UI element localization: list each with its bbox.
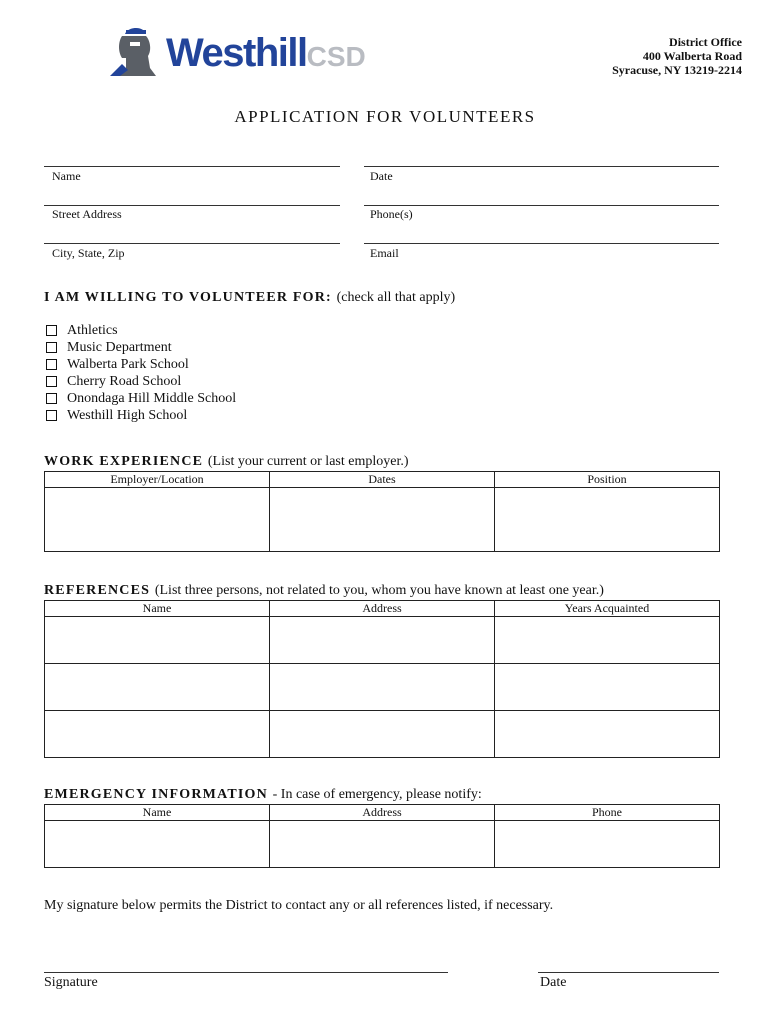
emergency-table [44,804,720,868]
table-cell[interactable] [270,664,495,711]
table-cell[interactable] [45,821,270,868]
table-cell[interactable] [495,617,720,664]
table-cell[interactable] [45,617,270,664]
references-heading: REFERENCES (List three persons, not related to you, whom you have known at least one year.) [44,583,604,598]
col-header: Name [45,805,270,821]
table-cell[interactable] [270,821,495,868]
check-item[interactable]: Onondaga Hill Middle School [46,390,236,407]
checkbox[interactable] [46,342,57,353]
table-cell[interactable] [45,664,270,711]
street-line: 400 Walberta Road [642,49,742,63]
check-item[interactable]: Athletics [46,322,236,339]
consent-text: My signature below permits the District to contact any or all references listed, if necessary. [44,898,554,913]
col-header: Name [45,601,270,617]
email-line[interactable] [364,243,719,244]
signature-line[interactable] [44,972,448,973]
checkbox[interactable] [46,325,57,336]
col-header: Years Acquainted [495,601,720,617]
table-cell[interactable] [45,711,270,758]
col-header: Address [270,805,495,821]
name-label: Name [52,169,81,183]
table-cell[interactable] [495,821,720,868]
street-label: Street Address [52,207,122,221]
table-cell[interactable] [495,488,720,552]
city-label: City, State, Zip [52,246,125,260]
name-line[interactable] [44,166,340,167]
district-address [612,35,742,77]
table-cell[interactable] [495,664,720,711]
table-cell[interactable] [270,711,495,758]
checkbox[interactable] [46,410,57,421]
col-header: Address [270,601,495,617]
spartan-helmet-icon [106,26,166,78]
table-cell[interactable] [270,617,495,664]
signature-date-line[interactable] [538,972,719,973]
references-table [44,600,720,758]
date-line[interactable] [364,166,719,167]
col-header: Phone [495,805,720,821]
city-line-input[interactable] [44,243,340,244]
checkbox[interactable] [46,393,57,404]
volunteer-heading: I AM WILLING TO VOLUNTEER FOR: (check all that apply) [44,290,456,305]
work-heading: WORK EXPERIENCE (List your current or last employer.) [44,454,409,469]
phone-label: Phone(s) [370,207,413,221]
checkbox[interactable] [46,376,57,387]
table-cell[interactable] [495,711,720,758]
check-item[interactable]: Walberta Park School [46,356,236,373]
street-line-input[interactable] [44,205,340,206]
col-header: Employer/Location [45,472,270,488]
table-cell[interactable] [270,488,495,552]
work-table [44,471,720,552]
signature-date-label: Date [540,975,567,990]
email-label: Email [370,246,399,260]
date-label: Date [370,169,393,183]
col-header: Dates [270,472,495,488]
phone-line[interactable] [364,205,719,206]
district-office-label: District Office [669,35,742,49]
signature-label: Signature [44,975,98,990]
checkbox[interactable] [46,359,57,370]
check-item[interactable]: Westhill High School [46,407,236,424]
logo-wordmark: WesthillCSD [166,31,366,75]
page-title: APPLICATION FOR VOLUNTEERS [234,107,536,126]
city-line: Syracuse, NY 13219-2214 [612,63,742,77]
emergency-heading: EMERGENCY INFORMATION - In case of emergency, please notify: [44,787,482,802]
col-header: Position [495,472,720,488]
volunteer-checklist [46,322,236,424]
check-item[interactable]: Music Department [46,339,236,356]
table-cell[interactable] [45,488,270,552]
check-item[interactable]: Cherry Road School [46,373,236,390]
